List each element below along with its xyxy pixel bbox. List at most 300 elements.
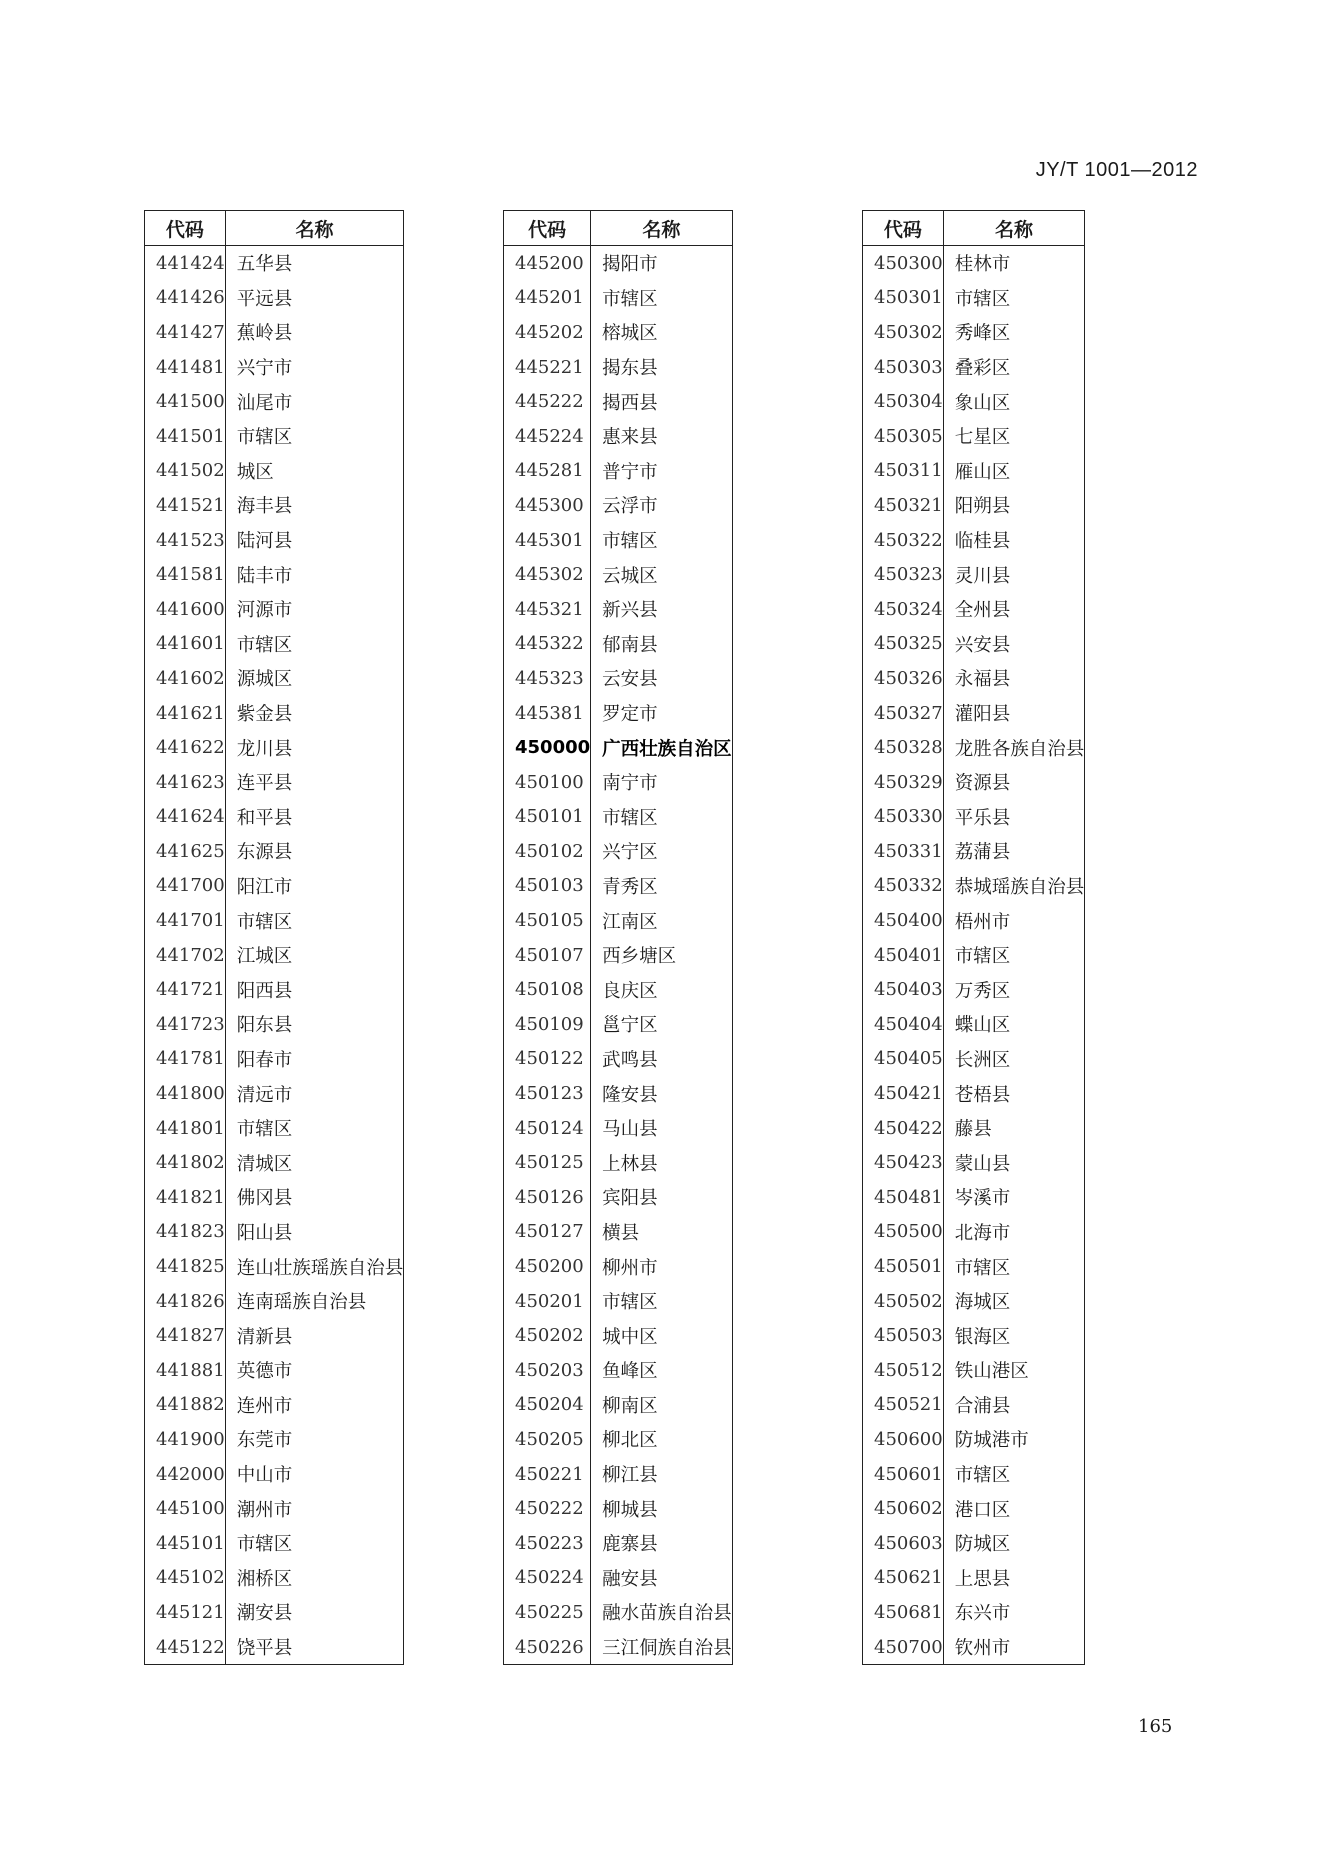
region-name: 汕尾市 [225,384,404,419]
code-table-2 [503,210,733,1665]
region-code: 441523 [156,529,225,551]
region-code: 450401 [874,944,943,966]
region-name: 良庆区 [591,972,733,1007]
region-name: 武鸣县 [591,1042,733,1077]
table-row [145,1353,404,1388]
region-code: 441426 [156,287,225,309]
region-name: 罗定市 [591,696,733,731]
region-code: 450105 [515,910,584,932]
table-row [863,592,1085,627]
region-code: 450324 [874,598,943,620]
table-row [145,1042,404,1077]
region-name: 隆安县 [591,1076,733,1111]
region-name: 清远市 [225,1076,404,1111]
table-row [863,1111,1085,1146]
table-row [863,1595,1085,1630]
table-row [863,1422,1085,1457]
region-name: 龙胜各族自治县 [943,730,1085,765]
table-row [145,350,404,385]
region-name: 兴安县 [943,627,1085,662]
region-code: 445100 [156,1498,225,1520]
region-code: 445224 [515,425,584,447]
table-row [504,1180,733,1215]
region-name: 梧州市 [943,903,1085,938]
table-row [145,1561,404,1596]
region-name: 西乡塘区 [591,938,733,973]
region-code: 441600 [156,598,225,620]
region-code: 445323 [515,667,584,689]
table-row [504,1145,733,1180]
region-name: 三江侗族自治县 [591,1630,733,1665]
region-name: 上思县 [943,1561,1085,1596]
region-code: 450501 [874,1256,943,1278]
region-name: 阳东县 [225,1007,404,1042]
table-row [504,1318,733,1353]
region-code: 450221 [515,1463,584,1485]
table-row [863,350,1085,385]
region-code: 441821 [156,1186,225,1208]
table-row [504,246,733,281]
region-name: 蕉岭县 [225,315,404,350]
table-row [145,834,404,869]
region-name: 江南区 [591,903,733,938]
region-name: 上林县 [591,1145,733,1180]
region-code: 450225 [515,1601,584,1623]
region-code: 445102 [156,1567,225,1589]
table-row [863,730,1085,765]
region-name: 连山壮族瑶族自治县 [225,1249,404,1284]
table-row [504,627,733,662]
table-row [504,1353,733,1388]
region-name: 横县 [591,1215,733,1250]
region-name: 象山区 [943,384,1085,419]
region-name: 藤县 [943,1111,1085,1146]
table-row [863,869,1085,904]
table-row [504,1249,733,1284]
table-row [863,315,1085,350]
table-row [145,869,404,904]
region-name: 惠来县 [591,419,733,454]
table-row [504,557,733,592]
region-code: 441781 [156,1048,225,1070]
table-row [504,1561,733,1596]
table-row [863,938,1085,973]
table-row [504,800,733,835]
region-name: 平乐县 [943,800,1085,835]
region-name: 市辖区 [591,281,733,316]
table-row [504,1457,733,1492]
region-code: 441900 [156,1428,225,1450]
region-code: 441802 [156,1152,225,1174]
region-code: 450323 [874,564,943,586]
region-name: 蝶山区 [943,1007,1085,1042]
region-code: 450302 [874,321,943,343]
region-code: 441825 [156,1256,225,1278]
table-row [504,1422,733,1457]
table-row [863,1215,1085,1250]
region-code: 450327 [874,702,943,724]
name-column-header: 名称 [225,211,404,246]
region-name: 蒙山县 [943,1145,1085,1180]
region-name: 饶平县 [225,1630,404,1665]
table-row [145,1422,404,1457]
region-code: 450125 [515,1152,584,1174]
table-row [863,1561,1085,1596]
region-code: 445122 [156,1636,225,1658]
region-code: 450124 [515,1117,584,1139]
region-name: 柳城县 [591,1491,733,1526]
region-code: 450500 [874,1221,943,1243]
region-name: 城区 [225,454,404,489]
region-code: 445321 [515,598,584,620]
table-row [504,972,733,1007]
region-code: 445101 [156,1532,225,1554]
region-name: 清城区 [225,1145,404,1180]
table-row [145,315,404,350]
table-row [145,419,404,454]
region-code: 441521 [156,494,225,516]
region-name: 岑溪市 [943,1180,1085,1215]
region-code: 450421 [874,1083,943,1105]
region-name: 源城区 [225,661,404,696]
region-code: 450203 [515,1359,584,1381]
region-code: 450101 [515,806,584,828]
region-code: 450326 [874,667,943,689]
code-column-header: 代码 [863,211,944,246]
region-name: 合浦县 [943,1388,1085,1423]
region-code: 441424 [156,252,225,274]
region-code: 441701 [156,910,225,932]
table-row [145,1595,404,1630]
region-name: 鹿寨县 [591,1526,733,1561]
region-code: 441723 [156,1013,225,1035]
region-code: 450329 [874,771,943,793]
region-code: 445200 [515,252,584,274]
region-name: 叠彩区 [943,350,1085,385]
region-name: 平远县 [225,281,404,316]
table-row [863,1249,1085,1284]
region-name: 临桂县 [943,523,1085,558]
region-name: 揭阳市 [591,246,733,281]
region-name: 市辖区 [225,1111,404,1146]
region-name: 铁山港区 [943,1353,1085,1388]
region-code: 450109 [515,1013,584,1035]
table-row [145,972,404,1007]
region-code: 441721 [156,979,225,1001]
region-name: 市辖区 [225,1526,404,1561]
region-name: 兴宁市 [225,350,404,385]
region-name: 云安县 [591,661,733,696]
table-row [145,488,404,523]
table-row [504,315,733,350]
table-row [863,419,1085,454]
region-name: 城中区 [591,1318,733,1353]
region-name: 北海市 [943,1215,1085,1250]
region-name: 市辖区 [225,419,404,454]
name-column-header: 名称 [591,211,733,246]
table-row [863,1145,1085,1180]
table-row [145,765,404,800]
table-row [863,903,1085,938]
table-row [863,696,1085,731]
region-name: 全州县 [943,592,1085,627]
region-code: 450304 [874,391,943,413]
region-code: 441826 [156,1290,225,1312]
table-row [145,903,404,938]
region-code: 445381 [515,702,584,724]
region-code: 445221 [515,356,584,378]
table-row [145,523,404,558]
region-name: 郁南县 [591,627,733,662]
region-name: 灌阳县 [943,696,1085,731]
region-code: 441581 [156,564,225,586]
region-name: 兴宁区 [591,834,733,869]
region-code: 441622 [156,737,225,759]
region-code: 450601 [874,1463,943,1485]
region-code: 450127 [515,1221,584,1243]
table-row [504,1630,733,1665]
table-row [504,488,733,523]
region-code: 450404 [874,1013,943,1035]
region-code: 450700 [874,1636,943,1658]
table-row [145,592,404,627]
table-row [863,1042,1085,1077]
table-row [504,1076,733,1111]
table-row [863,1526,1085,1561]
region-code: 441700 [156,875,225,897]
name-column-header: 名称 [943,211,1085,246]
table-row [863,557,1085,592]
table-row [504,1007,733,1042]
region-code: 445121 [156,1601,225,1623]
table-row [145,1180,404,1215]
region-code: 450300 [874,252,943,274]
region-name: 七星区 [943,419,1085,454]
region-code: 441502 [156,460,225,482]
table-row [504,730,733,765]
region-code: 445281 [515,460,584,482]
region-code: 450332 [874,875,943,897]
region-name: 柳北区 [591,1422,733,1457]
table-row [863,972,1085,1007]
region-name: 佛冈县 [225,1180,404,1215]
table-row [145,281,404,316]
table-row [863,1457,1085,1492]
region-name: 阳山县 [225,1215,404,1250]
table-row [863,1284,1085,1319]
table-row [863,1007,1085,1042]
table-row [863,765,1085,800]
table-row [863,800,1085,835]
region-code: 450103 [515,875,584,897]
region-code: 450107 [515,944,584,966]
region-code: 445202 [515,321,584,343]
region-name: 马山县 [591,1111,733,1146]
region-code: 450681 [874,1601,943,1623]
region-code: 450301 [874,287,943,309]
region-code: 450126 [515,1186,584,1208]
region-code: 450502 [874,1290,943,1312]
table-row [504,523,733,558]
region-code: 450503 [874,1325,943,1347]
table-row [145,1491,404,1526]
region-name: 万秀区 [943,972,1085,1007]
region-code: 450000 [515,737,591,759]
region-code: 441801 [156,1117,225,1139]
region-name: 阳春市 [225,1042,404,1077]
region-code: 441481 [156,356,225,378]
table-row [145,1007,404,1042]
region-name: 资源县 [943,765,1085,800]
region-code: 450102 [515,840,584,862]
table-row [863,523,1085,558]
table-row [863,1388,1085,1423]
table-row [863,246,1085,281]
region-name: 龙川县 [225,730,404,765]
table-row [145,1145,404,1180]
table-row [504,454,733,489]
table-row [145,800,404,835]
table-row [145,1526,404,1561]
region-name: 普宁市 [591,454,733,489]
region-code: 450423 [874,1152,943,1174]
region-name: 荔蒲县 [943,834,1085,869]
region-name: 陆丰市 [225,557,404,592]
region-name: 恭城瑶族自治县 [943,869,1085,904]
region-name: 和平县 [225,800,404,835]
table-row [863,661,1085,696]
region-code: 445322 [515,633,584,655]
region-code: 445302 [515,564,584,586]
table-row [863,1180,1085,1215]
region-code: 450481 [874,1186,943,1208]
table-row [504,419,733,454]
region-name: 紫金县 [225,696,404,731]
region-code: 450223 [515,1532,584,1554]
region-code: 441625 [156,840,225,862]
region-name: 陆河县 [225,523,404,558]
table-row [145,1249,404,1284]
region-code: 441427 [156,321,225,343]
region-name: 揭西县 [591,384,733,419]
table-row [504,903,733,938]
region-code: 450305 [874,425,943,447]
region-name: 清新县 [225,1318,404,1353]
region-name: 市辖区 [225,627,404,662]
table-row [145,1388,404,1423]
region-name: 市辖区 [943,1249,1085,1284]
region-name: 阳江市 [225,869,404,904]
region-name: 五华县 [225,246,404,281]
code-table-1 [144,210,404,1665]
region-code: 450328 [874,737,943,759]
region-name: 中山市 [225,1457,404,1492]
region-code: 450200 [515,1256,584,1278]
table-row [145,557,404,592]
region-name: 云城区 [591,557,733,592]
region-code: 450222 [515,1498,584,1520]
region-name: 灵川县 [943,557,1085,592]
region-code: 450303 [874,356,943,378]
region-name: 连南瑶族自治县 [225,1284,404,1319]
region-name: 江城区 [225,938,404,973]
region-name: 南宁市 [591,765,733,800]
region-name: 钦州市 [943,1630,1085,1665]
region-code: 441601 [156,633,225,655]
region-name: 雁山区 [943,454,1085,489]
table-row [145,1630,404,1665]
region-name: 苍梧县 [943,1076,1085,1111]
region-name: 东莞市 [225,1422,404,1457]
region-code: 450422 [874,1117,943,1139]
table-row [863,1491,1085,1526]
table-row [145,730,404,765]
region-name: 秀峰区 [943,315,1085,350]
table-row [504,1491,733,1526]
region-name: 宾阳县 [591,1180,733,1215]
region-code: 441827 [156,1325,225,1347]
region-code: 445222 [515,391,584,413]
region-code: 450600 [874,1428,943,1450]
region-name: 阳西县 [225,972,404,1007]
region-code: 450100 [515,771,584,793]
table-row [863,281,1085,316]
region-name: 鱼峰区 [591,1353,733,1388]
region-code: 450331 [874,840,943,862]
region-name: 柳州市 [591,1249,733,1284]
table-row [145,454,404,489]
region-name: 市辖区 [943,938,1085,973]
region-code: 450122 [515,1048,584,1070]
region-name: 海丰县 [225,488,404,523]
region-code: 450108 [515,979,584,1001]
region-code: 450204 [515,1394,584,1416]
region-name: 阳朔县 [943,488,1085,523]
table-row [504,592,733,627]
table-row [504,1595,733,1630]
region-code: 450201 [515,1290,584,1312]
region-name: 海城区 [943,1284,1085,1319]
region-name: 连平县 [225,765,404,800]
region-code: 445300 [515,494,584,516]
region-name: 银海区 [943,1318,1085,1353]
table-row [145,661,404,696]
table-row [504,1526,733,1561]
region-code: 441882 [156,1394,225,1416]
table-row [863,454,1085,489]
table-row [504,1215,733,1250]
region-name: 潮安县 [225,1595,404,1630]
table-row [504,350,733,385]
region-name: 融水苗族自治县 [591,1595,733,1630]
region-code: 441624 [156,806,225,828]
region-name: 揭东县 [591,350,733,385]
table-row [145,246,404,281]
region-code: 450405 [874,1048,943,1070]
region-name: 云浮市 [591,488,733,523]
table-row [145,1284,404,1319]
table-row [504,1111,733,1146]
region-code: 450322 [874,529,943,551]
region-name: 榕城区 [591,315,733,350]
region-code: 441501 [156,425,225,447]
region-code: 450512 [874,1359,943,1381]
table-row [863,1353,1085,1388]
table-header-row [504,211,733,246]
region-name: 长洲区 [943,1042,1085,1077]
code-column-header: 代码 [145,211,226,246]
region-name: 广西壮族自治区 [591,730,733,765]
